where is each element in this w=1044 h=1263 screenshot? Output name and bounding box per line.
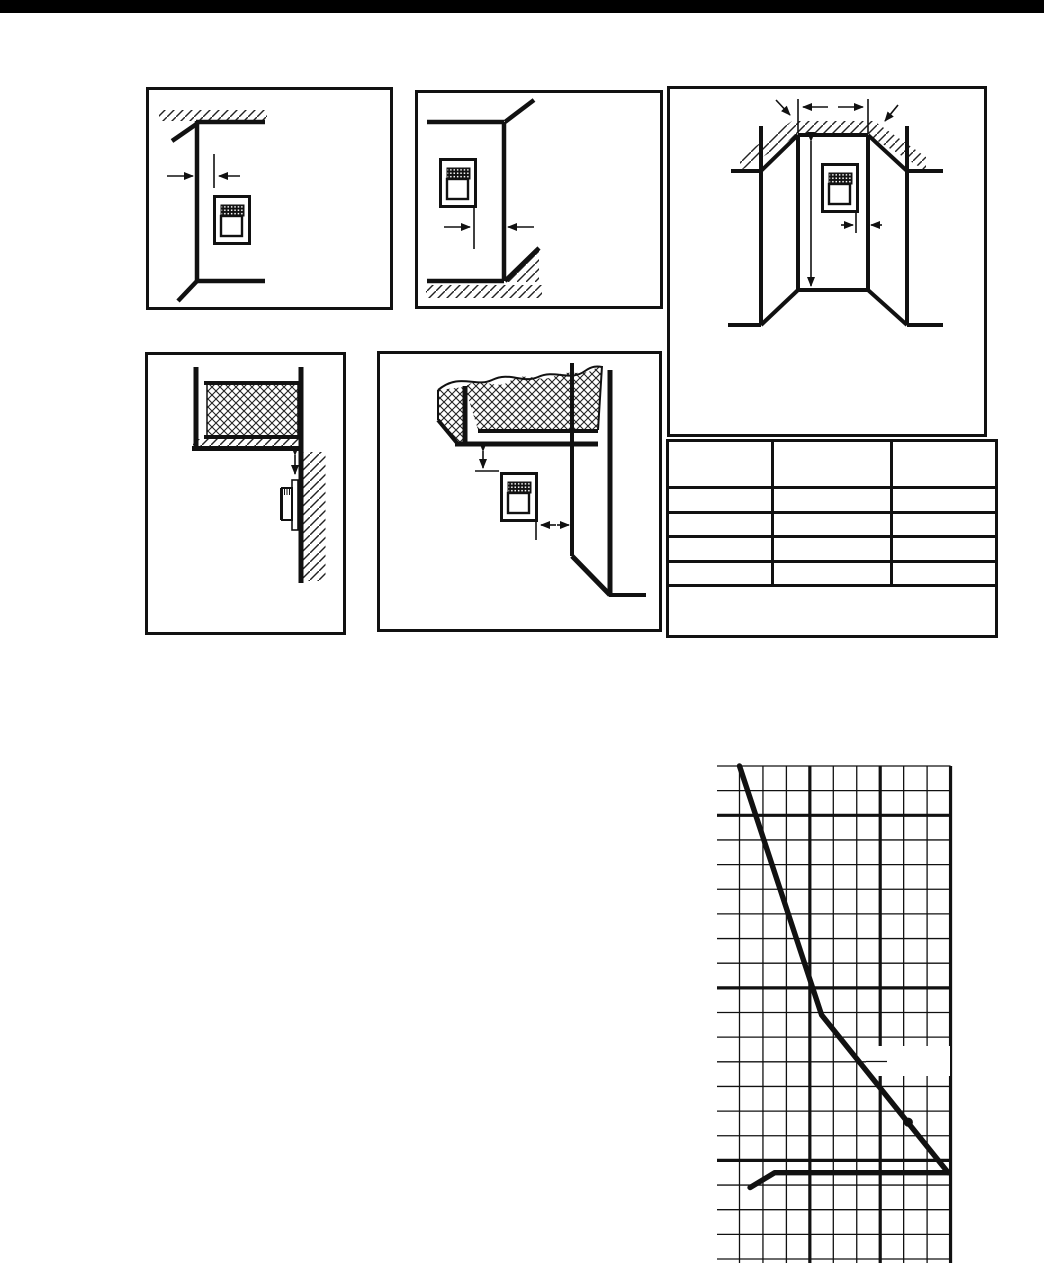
heater-unit-icon (823, 165, 858, 212)
floor-corner-diagonal (178, 281, 197, 301)
wall-corner-diagonal (572, 556, 610, 595)
shelf-top-crosshatch (465, 366, 602, 430)
clearance-chart (695, 755, 957, 1263)
table-footer-cell (668, 586, 997, 637)
table-row (668, 537, 997, 562)
table-row-cell (668, 562, 773, 586)
fig-wall-corner-left (146, 87, 393, 310)
table-row (668, 562, 997, 586)
table-row-cell (892, 537, 997, 562)
cabinet-crosshatch (207, 384, 298, 437)
table-row-cell (773, 488, 892, 513)
table-row-cell (668, 488, 773, 513)
clearance-chart-svg (695, 755, 957, 1263)
data-point-marker (904, 1118, 913, 1127)
right-bottom-diagonal (868, 290, 907, 325)
page-top-ink-bar (0, 0, 1044, 13)
alcove-drawing (670, 89, 984, 434)
right-depth-arrow (885, 105, 898, 121)
wall-corner-left-drawing (149, 90, 390, 307)
left-depth-arrow (776, 100, 790, 115)
table-row (668, 488, 997, 513)
table-footer-row (668, 586, 997, 637)
table-row (668, 513, 997, 537)
heater-unit-icon (215, 197, 250, 244)
ceiling-corner-diagonal (172, 123, 198, 141)
heater-unit-icon (441, 160, 476, 207)
table-header-row-cell (773, 441, 892, 488)
table-row-cell (773, 537, 892, 562)
table-row-cell (892, 488, 997, 513)
table-row-cell (773, 562, 892, 586)
overhang-front-drawing (380, 354, 659, 629)
overhang-side-drawing (148, 355, 343, 632)
underside-hatch (193, 439, 302, 447)
table-header-row-cell (668, 441, 773, 488)
table-header-row-cell (892, 441, 997, 488)
heater-unit-icon (502, 474, 537, 521)
wall-corner-right-drawing (418, 93, 660, 306)
table-row-cell (668, 537, 773, 562)
left-bottom-diagonal (761, 290, 798, 325)
wall-hatch (304, 452, 326, 581)
fig-wall-corner-right (415, 90, 663, 309)
ceiling-hatch (159, 110, 267, 121)
table-header-row (668, 441, 997, 488)
table-row-cell (892, 513, 997, 537)
fig-alcove (667, 86, 987, 437)
ceiling-corner-diagonal (505, 100, 534, 122)
table-row-cell (773, 513, 892, 537)
floor-hatch (426, 285, 542, 298)
fig-overhang-front (377, 351, 662, 632)
fig-overhang-side (145, 352, 346, 635)
table-row-cell (892, 562, 997, 586)
clearance-spec-table (666, 439, 998, 638)
table-row-cell (668, 513, 773, 537)
